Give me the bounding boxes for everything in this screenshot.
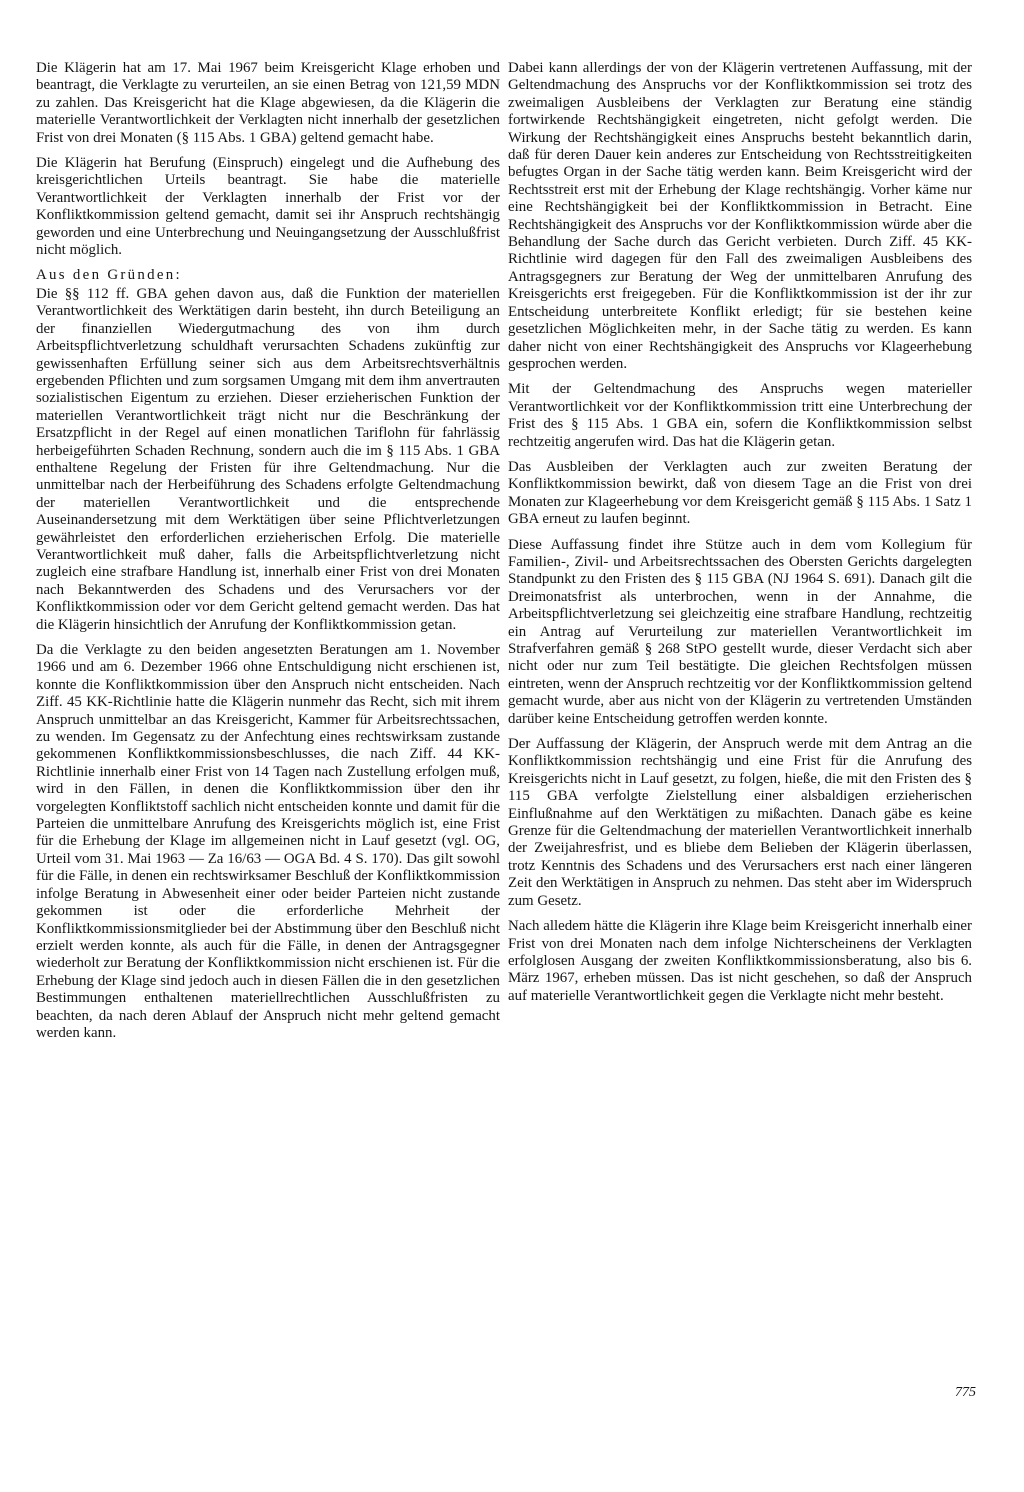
paragraph-second-absence: Das Ausbleiben der Verklagten auch zur zweiten Beratung der Konfliktkommission bewirkt, daß von diesem Tage an die Frist von drei Monaten zur Klageerhebung vor dem Kreisgericht gemäß § 115 Abs. 1 Satz 1 GBA erneut zu laufen beginnt. xyxy=(508,458,972,528)
paragraph-conclusion: Nach alledem hätte die Klägerin ihre Klage beim Kreisgericht innerhalb einer Frist von drei Monaten nach dem infolge Nichterscheinens der Verklagten erfolglosen Ausgang der zweiten Konfliktkommissionsberatung, also bis 6. März 1967, erheben müssen. Das ist nicht geschehen, so daß der Anspruch auf materielle Verantwortlichkeit gegen die Verklagte nicht mehr besteht. xyxy=(508,918,972,1004)
paragraph-claim-filed: Die Klägerin hat am 17. Mai 1967 beim Kreisgericht Klage erhoben und beantragt, die Verklagte zu verurteilen, an sie einen Betrag von 121,59 MDN zu zahlen. Das Kreisgericht hat die Klage abgewiesen, da die Klägerin die materielle Verantwortlichkeit der Verklagten nicht innerhalb der gesetzlichen Frist von drei Monaten (§ 115 Abs. 1 GBA) geltend gemacht habe. xyxy=(36,60,500,146)
paragraph-appeal: Die Klägerin hat Berufung (Einspruch) eingelegt und die Aufhebung des kreisgerichtlichen Urteils beantragt. Sie habe die materielle Verantwortlichkeit der Verklagten innerhalb der Frist vor der Konfliktkommission geltend gemacht, damit sei ihr Anspruch rechtshängig geworden und eine Unterbrechung und Neuingangsetzung der Ausschlußfrist nicht möglich. xyxy=(36,155,500,259)
paragraph-rejection: Der Auffassung der Klägerin, der Anspruch werde mit dem Antrag an die Konfliktkommission rechtshängig und eine Frist für die Anrufung des Kreisgerichts nicht in Lauf gesetzt, zu folgen, hieße, die mit den Fristen des § 115 GBA verfolgte Zielstellung einer alsbaldigen erzieherischen Einflußnahme auf den Werktätigen zu mißachten. Danach gäbe es keine Grenze für die Geltendmachung der materiellen Verantwortlichkeit innerhalb der Zweijahresfrist, und es bliebe dem Belieben der Klägerin überlassen, trotz Kenntnis des Schadens und des Verursachers erst nach einer längeren Zeit den Werktätigen in Anspruch zu nehmen. Das steht aber im Widerspruch zum Gesetz. xyxy=(508,736,972,909)
paragraph-interruption: Mit der Geltendmachung des Anspruchs wegen materieller Verantwortlichkeit vor der Konfliktkommission tritt eine Unterbrechung der Frist des § 115 Abs. 1 GBA ein, sofern die Konfliktkommission selbst rechtzeitig angerufen wird. Das hat die Klägerin getan. xyxy=(508,381,972,450)
left-column xyxy=(36,60,500,1050)
paragraph-supreme-court-view: Diese Auffassung findet ihre Stütze auch in dem vom Kollegium für Familien-, Zivil- und Arbeitsrechtssachen des Obersten Gerichts dargelegten Standpunkt zu den Fristen des § 115 GBA (NJ 1964 S. 691). Danach gilt die Dreimonatsfrist als unterbrochen, wenn in der Annahme, die Arbeitspflichtverletzung sei gleichzeitig eine strafbare Handlung, rechtzeitig ein Antrag auf Verurteilung zur materiellen Verantwortlichkeit im Strafverfahren gemäß § 268 StPO gestellt wurde, dieser Verdacht sich aber nicht oder nur zum Teil bestätigte. Die gleichen Rechtsfolgen müssen eintreten, wenn der Anspruch rechtzeitig vor der Konfliktkommission geltend gemacht wurde, aber aus nicht von der Klägerin zu vertretenden Umständen darüber keine Entscheidung getroffen werden konnte. xyxy=(508,536,972,727)
section-heading: Aus den Gründen: xyxy=(36,267,182,284)
paragraph-pendency: Dabei kann allerdings der von der Klägerin vertretenen Auffassung, mit der Geltendmachung des Anspruchs vor der Konfliktkommission sei trotz des zweimaligen Ausbleibens der Verklagten zur Beratung eine ständig fortwirkende Rechtshängigkeit eingetreten, nicht gefolgt werden. Die Wirkung der Rechtshängigkeit eines Anspruchs besteht bekanntlich darin, daß für deren Dauer kein anderes zur Entscheidung von Rechtsstreitigkeiten befugtes Organ in der Sache tätig werden kann. Beim Kreisgericht wird der Rechtsstreit erst mit der Erhebung der Klage rechtshängig. Vorher käme nur eine Rechtshängigkeit bei der Konfliktkommission in Betracht. Eine Rechtshängigkeit des Anspruchs vor der Konfliktkommission würde aber die Behandlung der Sache durch das Gericht verbieten. Durch Ziff. 45 KK-Richtlinie wird dagegen für den Fall des zweimaligen Ausbleibens des Antragsgegners zur Beratung der Weg der unmittelbaren Anrufung des Kreisgerichts erst freigegeben. Für die Konfliktkommission ist der ihr zur Entscheidung unterbreitete Konflikt erledigt; für sie bestehen keine gesetzlichen Möglichkeiten mehr, in der Sache tätig zu werden. Es kann daher nicht von einer Rechtshängigkeit des Anspruchs vor Klageerhebung gesprochen werden. xyxy=(508,60,972,372)
page-number: 775 xyxy=(955,1385,976,1400)
right-column xyxy=(508,60,972,1013)
paragraph-reasons-consultations: Da die Verklagte zu den beiden angesetzten Beratungen am 1. November 1966 und am 6. Dezember 1966 ohne Entschuldigung nicht erschienen ist, konnte die Konfliktkommission über den Anspruch nicht entscheiden. Nach Ziff. 45 KK-Richtlinie hatte die Klägerin nunmehr das Recht, sich mit ihrem Anspruch unmittelbar an das Kreisgericht, Kammer für Arbeitsrechtssachen, zu wenden. Im Gegensatz zu der Anfechtung eines rechtswirksam zustande gekommenen Konfliktkommissionsbeschlusses, die nach Ziff. 44 KK-Richtlinie innerhalb einer Frist von 14 Tagen nach Zustellung erfolgen muß, wird in den Fällen, in denen die Konfliktkommission über den ihr vorgelegten Konfliktstoff sachlich nicht entscheiden konnte und damit für die Parteien die unmittelbare Anrufung des Kreisgerichts möglich ist, eine Frist für die Erhebung der Klage im allgemeinen nicht in Lauf gesetzt (vgl. OG, Urteil vom 31. Mai 1963 — Za 16/63 — OGA Bd. 4 S. 170). Das gilt sowohl für die Fälle, in denen ein rechtswirksamer Beschluß der Konfliktkommission infolge Beratung in Abwesenheit einer oder beider Parteien nicht zustande gekommen ist oder die erforderliche Mehrheit der Konfliktkommissionsmitglieder bei der Abstimmung über den Beschluß nicht erzielt werden konnte, als auch für die Fälle, in denen der Antragsgegner wiederholt zur Beratung der Konfliktkommission nicht erschienen ist. Für die Erhebung der Klage sind jedoch auch in diesen Fällen die in den gesetzlichen Bestimmungen enthaltenen materiellrechtlichen Ausschlußfristen zu beachten, da nach deren Ablauf der Anspruch nicht mehr geltend gemacht werden kann. xyxy=(36,642,500,1041)
paragraph-reasons-function: Die §§ 112 ff. GBA gehen davon aus, daß die Funktion der materiellen Verantwortlichkeit des Werktätigen darin besteht, ihn durch Beteiligung an der finanziellen Wiedergutmachung des von ihm durch Arbeitspflichtverletzung schuldhaft verursachten Schadens zukünftig zur gewissenhaften Erfüllung seiner sich aus dem Arbeitsrechtsverhältnis ergebenden Pflichten und zum sorgsamen Umgang mit dem ihm anvertrauten sozialistischen Eigentum zu erziehen. Dieser erzieherischen Funktion der materiellen Verantwortlichkeit trägt nicht nur die Beschränkung der Ersatzpflicht in der Regel auf einen monatlichen Tariflohn für fahrlässig herbeigeführten Schaden Rechnung, sondern auch die im § 115 Abs. 1 GBA enthaltene Regelung der Fristen für ihre Geltendmachung. Nur die unmittelbar nach der Herbeiführung des Schadens erfolgte Geltendmachung der materiellen Verantwortlichkeit und die entsprechende Auseinandersetzung mit dem Werktätigen über seine Pflichtverletzungen gewährleistet den erforderlichen erzieherischen Erfolg. Die materielle Verantwortlichkeit muß daher, falls die Arbeitspflichtverletzung nicht zugleich eine strafbare Handlung ist, innerhalb einer Frist von drei Monaten nach Bekanntwerden des Schadens und des Verursachers vor der Konfliktkommission oder vor dem Gericht geltend gemacht werden. Das hat die Klägerin hinsichtlich der Anrufung der Konfliktkommission getan. xyxy=(36,285,500,633)
